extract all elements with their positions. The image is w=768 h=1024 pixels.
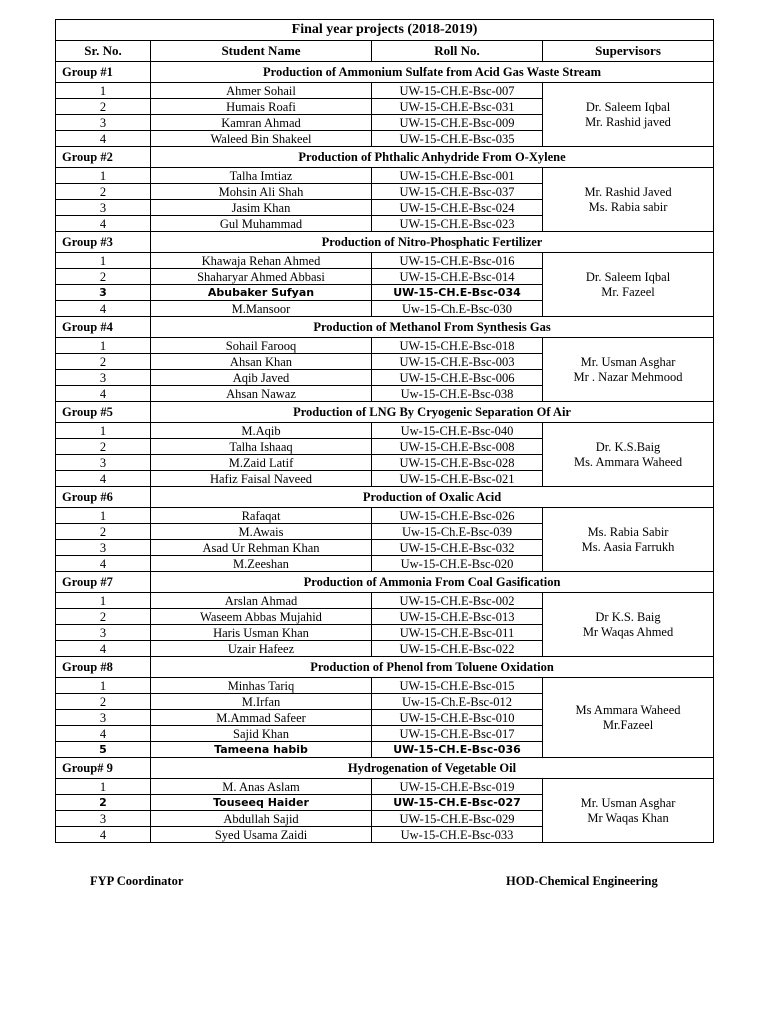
member-name: Talha Ishaaq bbox=[151, 439, 372, 455]
supervisor-name: Ms. Aasia Farrukh bbox=[581, 539, 675, 554]
member-sr-no: 4 bbox=[56, 386, 151, 402]
member-roll-no: UW-15-CH.E-Bsc-027 bbox=[372, 795, 543, 811]
member-roll-no: UW-15-CH.E-Bsc-031 bbox=[372, 99, 543, 115]
member-sr-no: 2 bbox=[56, 694, 151, 710]
member-roll-no: UW-15-CH.E-Bsc-015 bbox=[372, 678, 543, 694]
table-row bbox=[56, 779, 714, 795]
member-roll-no: UW-15-CH.E-Bsc-013 bbox=[372, 609, 543, 625]
header-student-name: Student Name bbox=[151, 41, 372, 62]
member-roll-no: Uw-15-Ch.E-Bsc-030 bbox=[372, 301, 543, 317]
supervisor-name: Mr. Usman Asghar bbox=[580, 354, 676, 369]
hod-signature-label: HOD-Chemical Engineering bbox=[506, 874, 658, 888]
member-roll-no: Uw-15-Ch.E-Bsc-012 bbox=[372, 694, 543, 710]
member-name: M.Ammad Safeer bbox=[151, 710, 372, 726]
member-name: M.Mansoor bbox=[151, 301, 372, 317]
member-name: Sajid Khan bbox=[151, 726, 372, 742]
header-roll-no: Roll No. bbox=[372, 41, 543, 62]
table-row bbox=[56, 253, 714, 269]
fyp-coordinator-signature-label: FYP Coordinator bbox=[90, 874, 184, 888]
member-name: Tameena habib bbox=[151, 742, 372, 758]
member-sr-no: 1 bbox=[56, 508, 151, 524]
member-name: Hafiz Faisal Naveed bbox=[151, 471, 372, 487]
member-sr-no: 4 bbox=[56, 641, 151, 657]
member-sr-no: 4 bbox=[56, 216, 151, 232]
member-sr-no: 3 bbox=[56, 710, 151, 726]
member-roll-no: UW-15-CH.E-Bsc-035 bbox=[372, 131, 543, 147]
supervisor-name: Dr. Saleem Iqbal bbox=[585, 269, 671, 284]
member-roll-no: UW-15-CH.E-Bsc-024 bbox=[372, 200, 543, 216]
supervisor-name: Mr. Usman Asghar bbox=[580, 795, 676, 810]
member-name: Arslan Ahmad bbox=[151, 593, 372, 609]
member-name: Minhas Tariq bbox=[151, 678, 372, 694]
member-sr-no: 1 bbox=[56, 678, 151, 694]
member-sr-no: 1 bbox=[56, 779, 151, 795]
supervisor-name: Dr. Saleem Iqbal bbox=[585, 99, 671, 114]
member-sr-no: 3 bbox=[56, 200, 151, 216]
member-roll-no: UW-15-CH.E-Bsc-022 bbox=[372, 641, 543, 657]
supervisor-name: Dr K.S. Baig bbox=[595, 609, 661, 624]
member-sr-no: 4 bbox=[56, 131, 151, 147]
member-name: Aqib Javed bbox=[151, 370, 372, 386]
supervisors-cell bbox=[543, 423, 714, 487]
member-name: Gul Muhammad bbox=[151, 216, 372, 232]
member-sr-no: 4 bbox=[56, 827, 151, 843]
member-roll-no: UW-15-CH.E-Bsc-016 bbox=[372, 253, 543, 269]
group-project-title: Production of Methanol From Synthesis Gas bbox=[151, 317, 714, 338]
supervisors-cell bbox=[543, 593, 714, 657]
supervisor-name: Mr. Rashid javed bbox=[585, 114, 671, 129]
supervisors-cell bbox=[543, 83, 714, 147]
supervisor-name: Mr.Fazeel bbox=[602, 717, 654, 732]
header-row bbox=[56, 41, 714, 62]
member-sr-no: 2 bbox=[56, 99, 151, 115]
page-title: Final year projects (2018-2019) bbox=[56, 20, 714, 41]
member-name: Uzair Hafeez bbox=[151, 641, 372, 657]
group-project-title: Hydrogenation of Vegetable Oil bbox=[151, 758, 714, 779]
supervisors-cell bbox=[543, 168, 714, 232]
member-name: Ahmer Sohail bbox=[151, 83, 372, 99]
header-sr-no: Sr. No. bbox=[56, 41, 151, 62]
member-roll-no: UW-15-CH.E-Bsc-028 bbox=[372, 455, 543, 471]
supervisors-cell bbox=[543, 338, 714, 402]
table-row bbox=[56, 423, 714, 439]
table-row bbox=[56, 168, 714, 184]
member-roll-no: Uw-15-Ch.E-Bsc-039 bbox=[372, 524, 543, 540]
member-roll-no: UW-15-CH.E-Bsc-036 bbox=[372, 742, 543, 758]
group-project-title: Production of Phenol from Toluene Oxidation bbox=[151, 657, 714, 678]
member-sr-no: 1 bbox=[56, 168, 151, 184]
member-sr-no: 1 bbox=[56, 253, 151, 269]
member-roll-no: UW-15-CH.E-Bsc-037 bbox=[372, 184, 543, 200]
member-sr-no: 4 bbox=[56, 301, 151, 317]
member-roll-no: UW-15-CH.E-Bsc-017 bbox=[372, 726, 543, 742]
member-name: Shaharyar Ahmed Abbasi bbox=[151, 269, 372, 285]
member-roll-no: Uw-15-CH.E-Bsc-033 bbox=[372, 827, 543, 843]
member-name: Syed Usama Zaidi bbox=[151, 827, 372, 843]
supervisor-name: Mr Waqas Ahmed bbox=[582, 624, 674, 639]
member-roll-no: UW-15-CH.E-Bsc-019 bbox=[372, 779, 543, 795]
member-sr-no: 3 bbox=[56, 540, 151, 556]
fyp-table-body bbox=[56, 20, 714, 843]
member-sr-no: 3 bbox=[56, 370, 151, 386]
member-roll-no: UW-15-CH.E-Bsc-018 bbox=[372, 338, 543, 354]
member-name: Khawaja Rehan Ahmed bbox=[151, 253, 372, 269]
member-name: Waleed Bin Shakeel bbox=[151, 131, 372, 147]
header-supervisors: Supervisors bbox=[543, 41, 714, 62]
member-roll-no: UW-15-CH.E-Bsc-029 bbox=[372, 811, 543, 827]
member-sr-no: 1 bbox=[56, 423, 151, 439]
group-header-row bbox=[56, 758, 714, 779]
supervisors-cell bbox=[543, 253, 714, 317]
member-name: M.Zaid Latif bbox=[151, 455, 372, 471]
member-name: Sohail Farooq bbox=[151, 338, 372, 354]
group-project-title: Production of LNG By Cryogenic Separation Of Air bbox=[151, 402, 714, 423]
member-roll-no: UW-15-CH.E-Bsc-009 bbox=[372, 115, 543, 131]
group-label: Group #7 bbox=[56, 572, 151, 593]
supervisors-cell bbox=[543, 678, 714, 758]
member-sr-no: 2 bbox=[56, 439, 151, 455]
member-name: M. Anas Aslam bbox=[151, 779, 372, 795]
title-row bbox=[56, 20, 714, 41]
member-sr-no: 4 bbox=[56, 471, 151, 487]
supervisors-cell bbox=[543, 508, 714, 572]
member-name: Humais Roafi bbox=[151, 99, 372, 115]
member-sr-no: 2 bbox=[56, 354, 151, 370]
member-sr-no: 3 bbox=[56, 811, 151, 827]
member-sr-no: 3 bbox=[56, 455, 151, 471]
supervisor-name: Ms. Ammara Waheed bbox=[573, 454, 683, 469]
member-name: Rafaqat bbox=[151, 508, 372, 524]
member-sr-no: 2 bbox=[56, 609, 151, 625]
member-roll-no: UW-15-CH.E-Bsc-003 bbox=[372, 354, 543, 370]
group-label: Group #5 bbox=[56, 402, 151, 423]
member-name: Asad Ur Rehman Khan bbox=[151, 540, 372, 556]
member-sr-no: 4 bbox=[56, 726, 151, 742]
member-roll-no: UW-15-CH.E-Bsc-002 bbox=[372, 593, 543, 609]
member-name: Mohsin Ali Shah bbox=[151, 184, 372, 200]
group-label: Group #6 bbox=[56, 487, 151, 508]
group-label: Group #4 bbox=[56, 317, 151, 338]
supervisor-name: Ms Ammara Waheed bbox=[575, 702, 681, 717]
member-name: M.Aqib bbox=[151, 423, 372, 439]
group-header-row bbox=[56, 317, 714, 338]
member-name: M.Awais bbox=[151, 524, 372, 540]
member-roll-no: UW-15-CH.E-Bsc-008 bbox=[372, 439, 543, 455]
member-name: M.Zeeshan bbox=[151, 556, 372, 572]
member-sr-no: 2 bbox=[56, 269, 151, 285]
member-sr-no: 5 bbox=[56, 742, 151, 758]
member-sr-no: 1 bbox=[56, 338, 151, 354]
member-sr-no: 2 bbox=[56, 524, 151, 540]
supervisor-name: Mr Waqas Khan bbox=[587, 810, 669, 825]
group-label: Group #8 bbox=[56, 657, 151, 678]
member-sr-no: 1 bbox=[56, 593, 151, 609]
member-roll-no: UW-15-CH.E-Bsc-026 bbox=[372, 508, 543, 524]
member-roll-no: UW-15-CH.E-Bsc-006 bbox=[372, 370, 543, 386]
member-roll-no: UW-15-CH.E-Bsc-021 bbox=[372, 471, 543, 487]
member-name: Abdullah Sajid bbox=[151, 811, 372, 827]
group-header-row bbox=[56, 62, 714, 83]
member-sr-no: 3 bbox=[56, 625, 151, 641]
member-name: Waseem Abbas Mujahid bbox=[151, 609, 372, 625]
supervisor-name: Mr. Rashid Javed bbox=[584, 184, 672, 199]
table-row bbox=[56, 83, 714, 99]
group-project-title: Production of Ammonium Sulfate from Acid Gas Waste Stream bbox=[151, 62, 714, 83]
member-name: Abubaker Sufyan bbox=[151, 285, 372, 301]
member-name: Jasim Khan bbox=[151, 200, 372, 216]
group-project-title: Production of Oxalic Acid bbox=[151, 487, 714, 508]
member-name: Talha Imtiaz bbox=[151, 168, 372, 184]
supervisors-cell bbox=[543, 779, 714, 843]
member-sr-no: 3 bbox=[56, 115, 151, 131]
member-roll-no: UW-15-CH.E-Bsc-014 bbox=[372, 269, 543, 285]
group-header-row bbox=[56, 487, 714, 508]
member-name: M.Irfan bbox=[151, 694, 372, 710]
member-sr-no: 2 bbox=[56, 184, 151, 200]
group-header-row bbox=[56, 402, 714, 423]
member-name: Ahsan Nawaz bbox=[151, 386, 372, 402]
member-roll-no: UW-15-CH.E-Bsc-034 bbox=[372, 285, 543, 301]
group-label: Group #1 bbox=[56, 62, 151, 83]
group-header-row bbox=[56, 572, 714, 593]
member-roll-no: UW-15-CH.E-Bsc-010 bbox=[372, 710, 543, 726]
supervisor-name: Ms. Rabia sabir bbox=[588, 199, 668, 214]
table-row bbox=[56, 338, 714, 354]
group-label: Group# 9 bbox=[56, 758, 151, 779]
member-name: Touseeq Haider bbox=[151, 795, 372, 811]
member-roll-no: UW-15-CH.E-Bsc-007 bbox=[372, 83, 543, 99]
group-header-row bbox=[56, 657, 714, 678]
member-name: Ahsan Khan bbox=[151, 354, 372, 370]
table-row bbox=[56, 678, 714, 694]
member-sr-no: 1 bbox=[56, 83, 151, 99]
member-name: Kamran Ahmad bbox=[151, 115, 372, 131]
group-label: Group #3 bbox=[56, 232, 151, 253]
supervisor-name: Mr . Nazar Mehmood bbox=[573, 369, 683, 384]
member-roll-no: UW-15-CH.E-Bsc-001 bbox=[372, 168, 543, 184]
member-roll-no: UW-15-CH.E-Bsc-023 bbox=[372, 216, 543, 232]
group-header-row bbox=[56, 232, 714, 253]
fyp-table bbox=[55, 19, 714, 843]
group-project-title: Production of Phthalic Anhydride From O-Xylene bbox=[151, 147, 714, 168]
group-label: Group #2 bbox=[56, 147, 151, 168]
member-roll-no: UW-15-CH.E-Bsc-032 bbox=[372, 540, 543, 556]
member-roll-no: Uw-15-CH.E-Bsc-038 bbox=[372, 386, 543, 402]
member-name: Haris Usman Khan bbox=[151, 625, 372, 641]
member-sr-no: 4 bbox=[56, 556, 151, 572]
member-roll-no: UW-15-CH.E-Bsc-011 bbox=[372, 625, 543, 641]
member-sr-no: 2 bbox=[56, 795, 151, 811]
supervisor-name: Mr. Fazeel bbox=[601, 284, 655, 299]
table-row bbox=[56, 593, 714, 609]
member-roll-no: Uw-15-CH.E-Bsc-040 bbox=[372, 423, 543, 439]
member-sr-no: 3 bbox=[56, 285, 151, 301]
supervisor-name: Ms. Rabia Sabir bbox=[587, 524, 669, 539]
supervisor-name: Dr. K.S.Baig bbox=[595, 439, 661, 454]
table-row bbox=[56, 508, 714, 524]
member-roll-no: Uw-15-CH.E-Bsc-020 bbox=[372, 556, 543, 572]
group-header-row bbox=[56, 147, 714, 168]
group-project-title: Production of Nitro-Phosphatic Fertilizer bbox=[151, 232, 714, 253]
group-project-title: Production of Ammonia From Coal Gasification bbox=[151, 572, 714, 593]
